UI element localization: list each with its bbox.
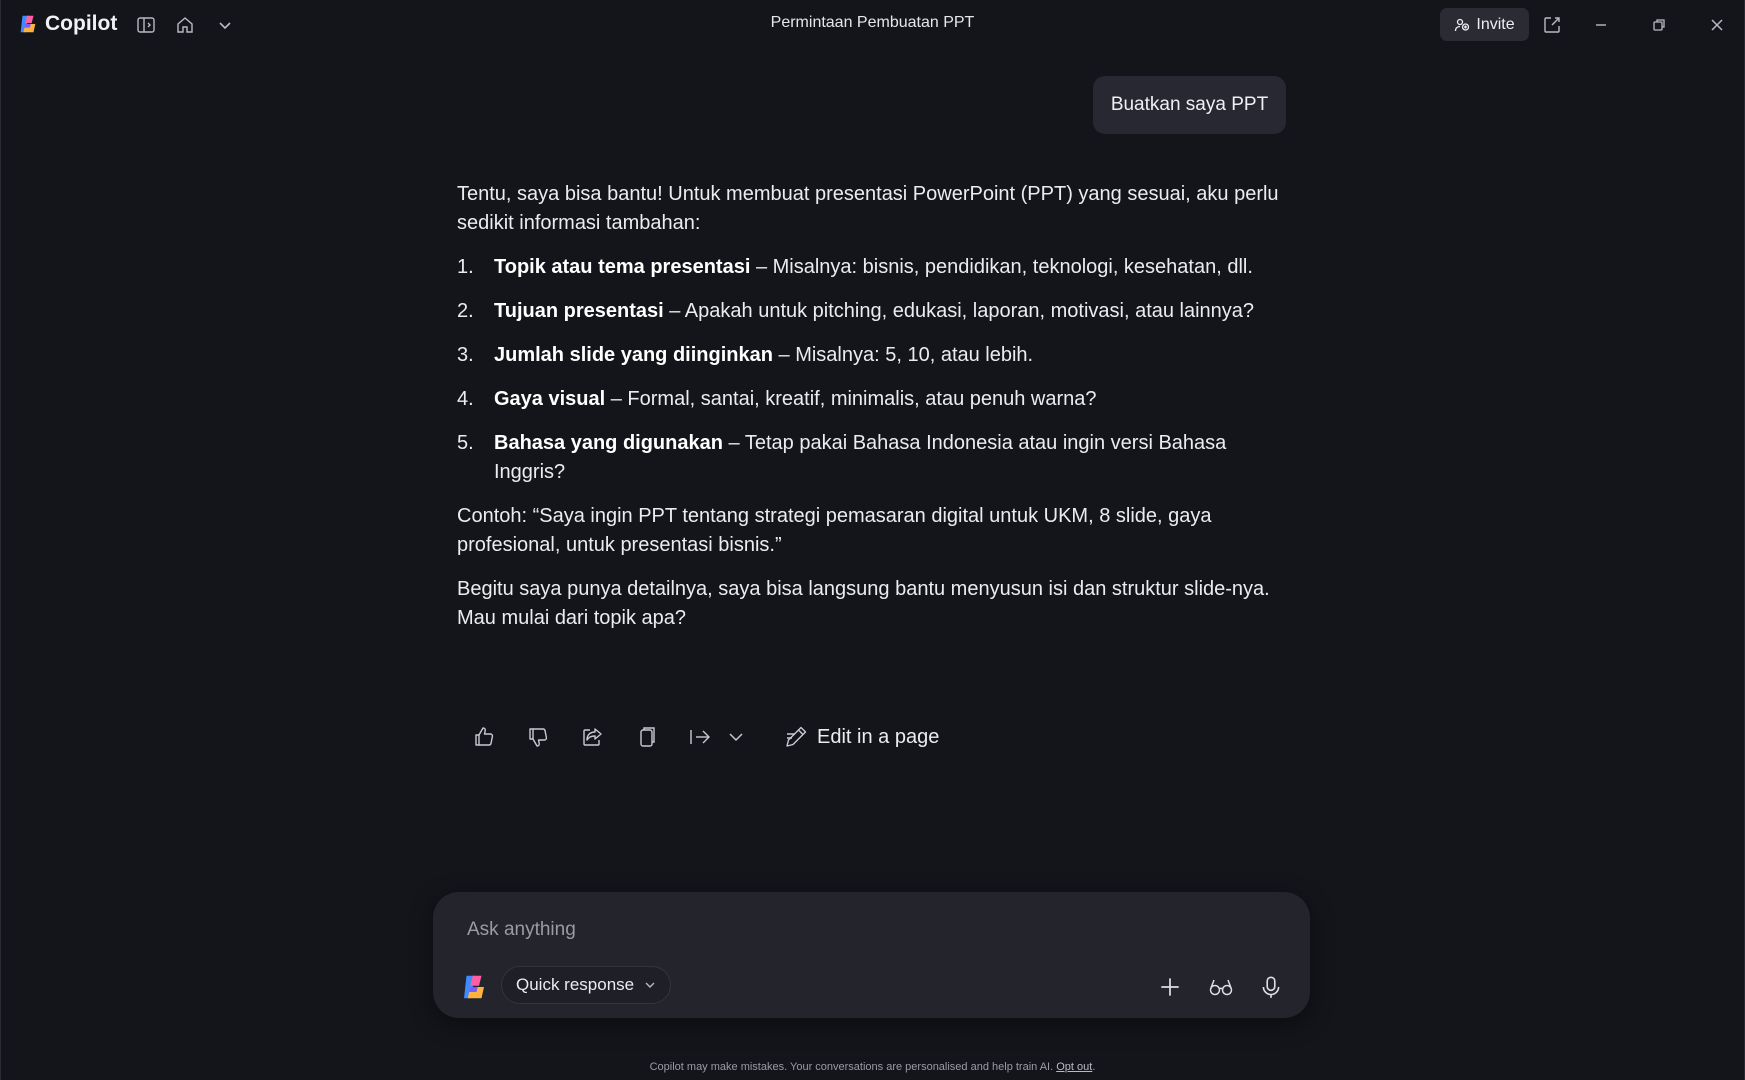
list-item-text: – Formal, santai, kreatif, minimalis, atau penuh warna? xyxy=(605,388,1097,410)
minimize-icon[interactable] xyxy=(1588,12,1614,38)
vision-icon[interactable] xyxy=(1206,972,1236,1002)
response-example: Contoh: “Saya ingin PPT tentang strategi pemasaran digital untuk UKM, 8 slide, gaya profesional, untuk presentasi bisnis.” xyxy=(457,505,1212,556)
invite-label: Invite xyxy=(1476,15,1515,33)
assistant-response xyxy=(457,180,1287,648)
chevron-down-icon xyxy=(644,979,656,991)
list-item xyxy=(457,429,1287,487)
list-item-title: Topik atau tema presentasi xyxy=(494,256,751,278)
list-item-text: – Misalnya: 5, 10, atau lebih. xyxy=(772,344,1034,366)
response-list xyxy=(457,253,1287,487)
plus-icon[interactable] xyxy=(1155,972,1185,1002)
list-number: 4. xyxy=(457,388,474,410)
response-actions xyxy=(467,720,939,754)
thumbs-down-icon[interactable] xyxy=(521,720,555,754)
list-item-title: Gaya visual xyxy=(494,388,606,410)
share-icon[interactable] xyxy=(575,720,609,754)
response-intro: Tentu, saya bisa bantu! Untuk membuat presentasi PowerPoint (PPT) yang sesuai, aku perlu sedikit informasi tambahan: xyxy=(457,183,1279,234)
invite-button[interactable] xyxy=(1440,8,1529,41)
opt-out-link[interactable]: Opt out xyxy=(1056,1061,1093,1073)
list-number: 3. xyxy=(457,344,474,366)
edit-page-icon xyxy=(783,724,809,750)
edit-in-page-label: Edit in a page xyxy=(817,725,940,748)
microphone-icon[interactable] xyxy=(1256,972,1286,1002)
list-number: 5. xyxy=(457,432,474,454)
list-item xyxy=(457,253,1287,282)
list-item-title: Jumlah slide yang diinginkan xyxy=(494,344,773,366)
list-number: 1. xyxy=(457,256,474,278)
list-number: 2. xyxy=(457,300,474,322)
disclaimer-text: Copilot may make mistakes. Your conversations are personalised and help train AI. xyxy=(649,1061,1054,1073)
restore-icon[interactable] xyxy=(1646,12,1672,38)
copilot-logo-icon xyxy=(459,972,489,1002)
list-item-text: – Tetap pakai Bahasa Indonesia atau ingin versi Bahasa Inggris? xyxy=(494,432,1227,483)
list-item-text: – Apakah untuk pitching, edukasi, laporan, motivasi, atau lainnya? xyxy=(663,300,1255,322)
response-closing: Begitu saya punya detailnya, saya bisa langsung bantu menyusun isi dan struktur slide-nya. Mau mulai dari topik apa? xyxy=(457,578,1270,629)
list-item xyxy=(457,297,1287,326)
ask-input[interactable] xyxy=(465,914,1249,946)
chevron-down-icon[interactable] xyxy=(719,720,753,754)
user-message-bubble: Buatkan saya PPT xyxy=(1093,76,1286,134)
response-mode-label: Quick response xyxy=(516,975,635,994)
disclaimer-period: . xyxy=(1092,1061,1096,1073)
message-composer xyxy=(433,892,1310,1018)
response-mode-select[interactable] xyxy=(501,966,671,1004)
copy-icon[interactable] xyxy=(629,720,663,754)
list-item-title: Tujuan presentasi xyxy=(494,300,664,322)
thumbs-up-icon[interactable] xyxy=(467,720,501,754)
list-item-text: – Misalnya: bisnis, pendidikan, teknologi, kesehatan, dll. xyxy=(750,256,1253,278)
edit-in-page-button[interactable] xyxy=(783,724,939,750)
list-item-title: Bahasa yang digunakan xyxy=(494,432,723,454)
list-item xyxy=(457,341,1287,370)
close-icon[interactable] xyxy=(1704,12,1730,38)
new-chat-icon[interactable] xyxy=(1539,12,1565,38)
app-name: Copilot xyxy=(45,12,118,35)
people-icon xyxy=(1454,17,1470,33)
window-title: Permintaan Pembuatan PPT xyxy=(770,14,975,31)
list-item xyxy=(457,385,1287,414)
title-bar xyxy=(1,0,1744,50)
export-icon[interactable] xyxy=(683,720,717,754)
disclaimer xyxy=(1,1061,1744,1073)
